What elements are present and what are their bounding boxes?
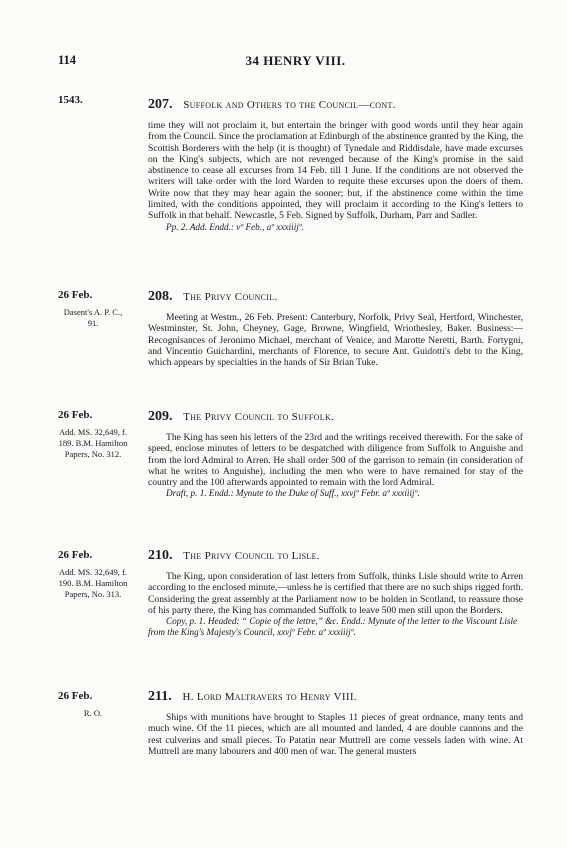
running-head: [0, 53, 567, 69]
entry-number: 210.: [148, 548, 173, 563]
entry-number: 207.: [148, 97, 173, 112]
margin-date: 26 Feb.: [58, 289, 93, 301]
entry-211: [148, 689, 523, 757]
entry-number: 211.: [148, 689, 172, 704]
entry-body: The King, upon consideration of last letters from Suffolk, thinks Lisle should write to Arren according to the enclosed minute,—unless he is certified that there are no such ships rigged forth. Considering the great assembly at the Parliament now to be holden in Scotland, to reassure those of his party there, the King has commanded Suffolk to leave 500 men still upon the Borders.: [148, 571, 523, 616]
entry-title: The Privy Council to Suffolk.: [183, 411, 335, 423]
margin-source: R. O.: [83, 708, 103, 718]
margin-note-210: [58, 550, 128, 600]
entry-body: time they will not proclaim it, but entertain the bringer with good words until they hear again from the Council. Since the proclamation at Edinburgh of the abstinence granted by the King, the Scottish Borderers with the help (it is thought) of Tynedale and Riddisdale, have made excurses on the King's subjects, which are not revenged because of the King's promise in the said abstinence to cease all excurses from 14 Feb. till 1 June. If the conditions are not observed the writers will take order with the lord Warden to requite these excurses upon the doers of them. Write now that they may hear again the sooner; but, if the abstinence come within the time limited, with the conditions appointed, they will proclaim it according to the King's letters to Suffolk in that behalf. Newcastle, 5 Feb. Signed by Suffolk, Durham, Parr and Sadler.: [148, 120, 523, 222]
entry-body: Ships with munitions have brought to Staples 11 pieces of great ordnance, many tents and much wine. Of the 11 pieces, which are all mounted and landed, 4 are double cannons and the rest culverins and small pieces. To Patatin near Muttrell are come vessels laden with wine. At Muttrell are many labourers and 400 men of war. The general musters: [148, 712, 523, 757]
margin-source: Dasent's A. P. C., 91.: [63, 307, 123, 328]
margin-note-209: [58, 410, 128, 460]
margin-note-211: [58, 691, 128, 719]
running-head-text: 34 HENRY VIII.: [245, 53, 346, 68]
entry-body: The King has seen his letters of the 23rd and the writings received therewith. For the sake of speed, enclose minutes of letters to be despatched with diligence from Suffolk to Anguishe and from the lord Admiral to Arren. He shall order 500 of the garrison to remain (in consideration of what he writes to Anguishe), including the men who were to have remained for stay of the country and the 100 afterwards appointed to remain with the lord Admiral.: [148, 432, 523, 489]
entry-endorsement: Pp. 2. Add. Endd.: vº Feb., aº xxxiiijº.: [166, 221, 304, 232]
entry-210: [148, 548, 523, 639]
entry-number: 209.: [148, 409, 173, 424]
entry-title: The Privy Council to Lisle.: [183, 550, 320, 562]
entry-heading: [148, 548, 523, 564]
entry-heading: [148, 97, 523, 113]
entry-208: [148, 289, 523, 368]
entry-207: [148, 97, 523, 233]
margin-date: 26 Feb.: [58, 409, 93, 421]
margin-source: Add. MS. 32,649, f. 189. B.M. Hamilton Papers, No. 312.: [58, 427, 128, 459]
margin-date: 26 Feb.: [58, 690, 93, 702]
margin-date: 26 Feb.: [58, 549, 93, 561]
entry-heading: [148, 409, 523, 425]
entry-number: 208.: [148, 289, 173, 304]
margin-source: Add. MS. 32,649, f. 190. B.M. Hamilton Papers, No. 313.: [58, 567, 128, 599]
page-number: 114: [58, 53, 77, 67]
margin-year: 1543.: [58, 94, 83, 106]
entry-title: Suffolk and Others to the Council—cont.: [183, 99, 396, 111]
margin-note-208: [58, 290, 128, 329]
entry-heading: [148, 689, 523, 705]
entry-title: H. Lord Maltravers to Henry VIII.: [182, 691, 357, 703]
entry-endorsement: Copy, p. 1. Headed: “ Copie of the lettre,” &c. Endd.: Mynute of the letter to the Viscount Lisle from the King's Majesty's Council, xxvjº Febr. aº xxxiiijº.: [148, 616, 518, 638]
entry-title: The Privy Council.: [183, 291, 278, 303]
entry-209: [148, 409, 523, 500]
entry-endorsement: Draft, p. 1. Endd.: Mynute to the Duke of Suff., xxvjº Febr. aº xxxiiijº.: [166, 488, 420, 499]
entry-heading: [148, 289, 523, 305]
entry-body: Meeting at Westm., 26 Feb. Present: Canterbury, Norfolk, Privy Seal, Hertford, Winchester, Westminster, St. John, Cheyney, Gage, Browne, Wingfield, Wriothesley, Baker. Business:—Recognisances of Jeronimo Michael, merchant of Venice, and Marotte Neretti, Barth. Fortygni, and Vincentio Guichardini, merchants of Florence, to secure Ant. Guidotti's debt to the King, which appears by specialties in the hands of Sir Brian Tuke.: [148, 312, 523, 369]
